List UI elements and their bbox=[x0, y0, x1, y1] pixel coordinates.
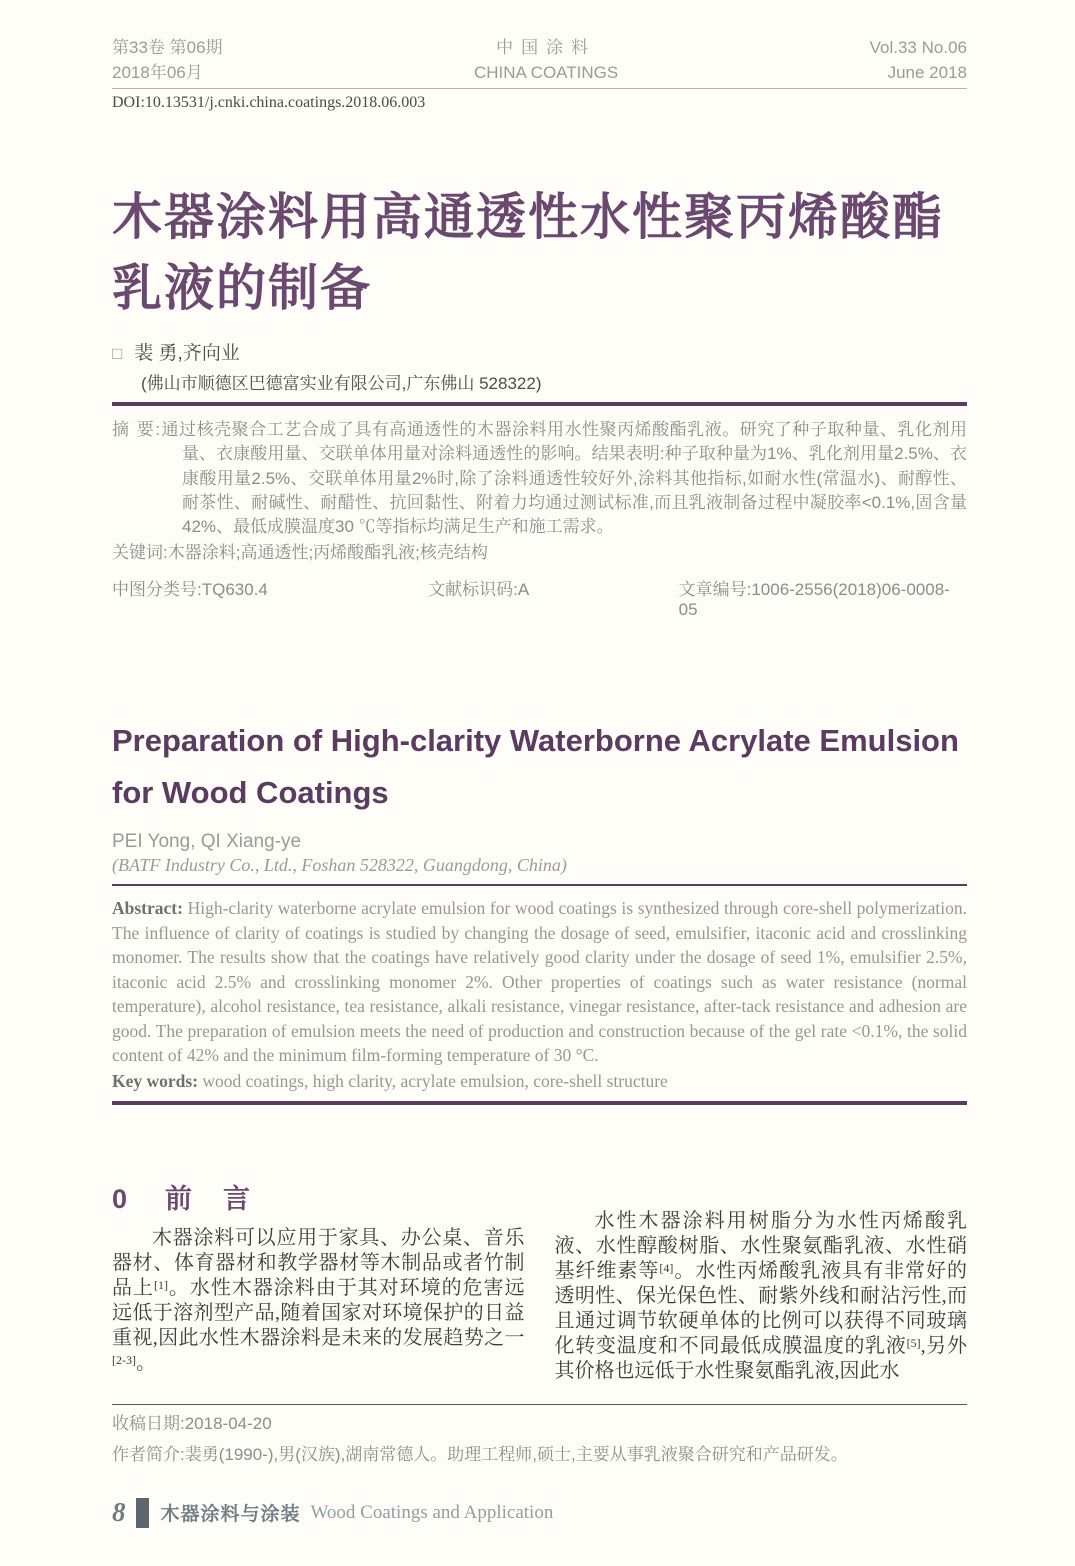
received-date: 收稿日期:2018-04-20 bbox=[112, 1414, 272, 1434]
article-title-en-line2: for Wood Coatings bbox=[112, 775, 389, 811]
doi: DOI:10.13531/j.cnki.china.coatings.2018.06.003 bbox=[112, 94, 426, 112]
volume-issue-en: Vol.33 No.06 bbox=[869, 38, 967, 57]
section-number: 0 bbox=[112, 1184, 130, 1215]
issue-date-en: June 2018 bbox=[887, 62, 967, 82]
body-column-right bbox=[555, 1177, 968, 1384]
keywords-cn-text: 木器涂料;高通透性;丙烯酸酯乳液;核壳结构 bbox=[167, 542, 488, 562]
keywords-en bbox=[112, 1069, 967, 1094]
affiliation-en: (BATF Industry Co., Ltd., Foshan 528322, Guangdong, China) bbox=[112, 855, 567, 876]
volume-issue: 第33卷 第06期 bbox=[112, 38, 223, 57]
issue-info-en bbox=[870, 36, 967, 85]
journal-name-cn: 中国涂料 bbox=[496, 38, 597, 57]
abstract-cn-text: 通过核壳聚合工艺合成了具有高通透性的木器涂料用水性聚丙烯酸酯乳液。研究了种子取种量、乳化剂用量、衣康酸用量、交联单体用量对涂料通透性的影响。结果表明:种子取种量为1%、乳化剂用量2.5%、衣康酸用量2.5%、交联单体用量2%时,除了涂料通透性较好外,涂料其他指标,如耐水性(常温水)、耐醇性、耐茶性、耐碱性、耐醋性、抗回黏性、附着力均通过测试标准,而且乳液制备过程中凝胶率<0.1%,固含量42%、最低成膜温度30 ℃等指标均满足生产和施工需求。 bbox=[161, 420, 967, 536]
page-footer bbox=[112, 1497, 967, 1566]
intro-paragraph-left: 木器涂料可以应用于家具、办公桌、音乐器材、体育器材和教学器材等木制品或者竹制品上[1]。水性木器涂料由于其对环境的危害远远低于溶剂型产品,随着国家对环境保护的日益重视,因此水性木器涂料是未来的发展趋势之一[2-3]。 bbox=[112, 1227, 525, 1375]
article-title-cn-line1: 木器涂料用高通透性水性聚丙烯酸酯 bbox=[112, 189, 944, 246]
classification-row bbox=[112, 575, 967, 620]
english-section bbox=[112, 715, 967, 1105]
keywords-cn-label: 关键词: bbox=[112, 542, 168, 562]
article-title-cn bbox=[112, 182, 967, 324]
journal-name bbox=[474, 36, 618, 85]
section-heading bbox=[112, 1177, 525, 1216]
page-number: 8 bbox=[112, 1497, 126, 1528]
section-title: 前 言 bbox=[165, 1184, 253, 1215]
abstract-en-text: High-clarity waterborne acrylate emulsion for wood coatings is synthesized through core-shell polymerization. The influence of clarity of coatings is studied by changing the dosage of seed, emulsifier, itaconic acid and crosslinking monomer. The results show that the coatings have relatively good clarity under the dosage of seed 1%, emulsifier 2.5%, itaconic acid 2.5% and crosslinking monomer 2%. Other properties of coatings such as water resistance (normal temperature), alcohol resistance, tea resistance, alkali resistance, vinegar resistance, after-tack resistance and adhesion are good. The preparation of emulsion meets the need of production and construction because of the gel rate <0.1%, the solid content of 42% and the minimum film-forming temperature of 30 °C. bbox=[112, 898, 968, 1066]
article-title-cn-line2: 乳液的制备 bbox=[112, 260, 372, 317]
keywords-en-label: Key words: bbox=[112, 1070, 199, 1091]
footer-block-icon bbox=[136, 1498, 149, 1528]
footer-label-cn: 木器涂料与涂装 bbox=[160, 1504, 301, 1526]
intro-paragraph-right: 水性木器涂料用树脂分为水性丙烯酸乳液、水性醇酸树脂、水性聚氨酯乳液、水性硝基纤维素等[4]。水性丙烯酸乳液具有非常好的透明性、保光保色性、耐紫外线和耐沾污性,而且通过调节软硬单体的比例可以获得不同玻璃化转变温度和不同最低成膜温度的乳液[5],另外其价格也远低于水性聚氨酯乳液,因此水 bbox=[554, 1210, 968, 1383]
article-id: 文章编号:1006-2556(2018)06-0008-05 bbox=[678, 580, 950, 620]
authors-en: PEI Yong, QI Xiang-ye bbox=[112, 831, 302, 853]
clc-number: 中图分类号:TQ630.4 bbox=[112, 580, 268, 600]
article-title-en-line1: Preparation of High-clarity Waterborne Acrylate Emulsion bbox=[112, 723, 959, 759]
footer-label-en: Wood Coatings and Application bbox=[310, 1501, 554, 1523]
authors-cn-text: 裴 勇,齐向业 bbox=[134, 343, 240, 365]
abstract-cn bbox=[112, 418, 967, 539]
body-columns bbox=[112, 1177, 967, 1384]
article-title-en bbox=[112, 715, 967, 819]
affiliation-cn: (佛山市顺德区巴德富实业有限公司,广东佛山 528322) bbox=[141, 374, 542, 394]
issue-date-cn: 2018年06月 bbox=[112, 62, 203, 82]
keywords-cn bbox=[112, 541, 967, 565]
issue-info bbox=[112, 36, 223, 85]
body-column-left bbox=[112, 1177, 525, 1384]
abstract-en-bottom-divider bbox=[112, 1101, 967, 1105]
document-code: 文献标识码:A bbox=[428, 580, 530, 600]
authors-cn bbox=[112, 338, 967, 365]
abstract-en-top-divider bbox=[112, 884, 967, 886]
abstract-en-label: Abstract: bbox=[112, 898, 183, 919]
abstract-cn-label: 摘 要: bbox=[112, 420, 162, 440]
keywords-en-text: wood coatings, high clarity, acrylate emulsion, core-shell structure bbox=[202, 1070, 668, 1091]
journal-name-en: CHINA COATINGS bbox=[473, 62, 619, 82]
footnote-divider bbox=[112, 1404, 967, 1405]
abstract-en bbox=[112, 896, 967, 1068]
title-divider bbox=[112, 402, 967, 406]
running-head bbox=[112, 36, 967, 85]
author-marker-icon: □ bbox=[112, 344, 123, 364]
header-divider bbox=[112, 88, 967, 89]
author-bio: 作者简介:裴勇(1990-),男(汉族),湖南常德人。助理工程师,硕士,主要从事乳液聚合研究和产品研发。 bbox=[112, 1445, 848, 1465]
